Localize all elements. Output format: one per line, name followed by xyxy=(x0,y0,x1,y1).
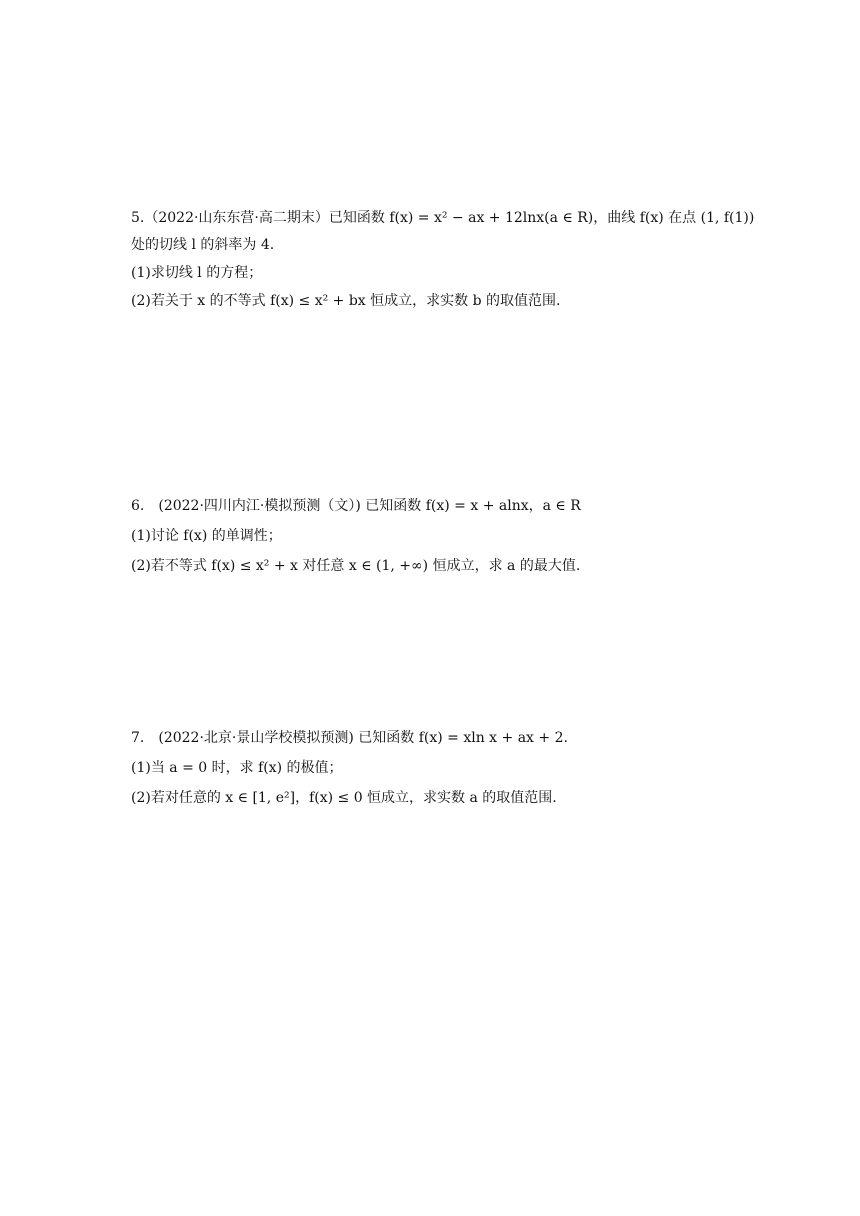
problem-7-stem: 7. (2022·北京·景山学校模拟预测) 已知函数 f(x) = xln x + ax + 2. xyxy=(131,730,568,746)
problem-7 xyxy=(131,728,751,808)
problem-7-part-2: (2)若对任意的 x ∈ [1, e²]，f(x) ≤ 0 恒成立，求实数 a 的取值范围. xyxy=(131,790,557,806)
problem-5-stem-line-2: 处的切线 l 的斜率为 4. xyxy=(131,237,275,253)
problem-5-part-2: (2)若关于 x 的不等式 f(x) ≤ x² + bx 恒成立，求实数 b 的取值范围. xyxy=(131,293,561,309)
problem-6 xyxy=(131,496,751,576)
problem-6-part-2: (2)若不等式 f(x) ≤ x² + x 对任意 x ∈ (1, +∞) 恒成立，求 a 的最大值. xyxy=(131,558,581,574)
problem-5-part-1: (1)求切线 l 的方程； xyxy=(131,265,263,281)
problem-5-stem-line-1: 5.（2022·山东东营·高二期末）已知函数 f(x) = x² − ax + 12lnx(a ∈ R)，曲线 f(x) 在点 (1, f(1)) xyxy=(131,210,755,226)
problem-7-part-1: (1)当 a = 0 时，求 f(x) 的极值； xyxy=(131,760,343,776)
problem-6-part-1: (1)讨论 f(x) 的单调性； xyxy=(131,528,282,544)
problem-5 xyxy=(131,208,755,311)
problem-6-stem: 6. (2022·四川内江·模拟预测（文）) 已知函数 f(x) = x + alnx，a ∈ R xyxy=(131,498,581,514)
